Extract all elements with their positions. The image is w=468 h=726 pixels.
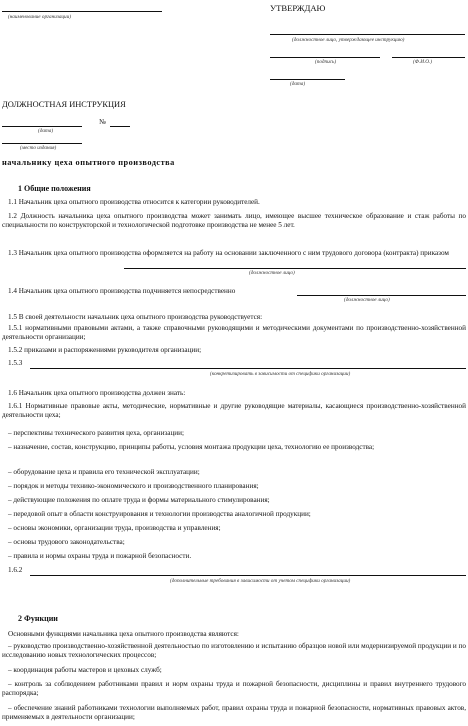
document-subject: начальнику цеха опытного производства	[2, 158, 175, 167]
document-date-caption: (дата)	[38, 128, 54, 134]
clause-1-6-2: 1.6.2	[8, 566, 23, 574]
fio-line	[392, 57, 465, 58]
knowledge-item: – перспективы технического развития цеха, организации;	[8, 429, 184, 437]
document-title: ДОЛЖНОСТНАЯ ИНСТРУКЦИЯ	[2, 100, 126, 109]
function-item: – руководство производственно-хозяйственной деятельностью по изготовлению и испытанию образцов новой или модернизируемой продукции и по исследованию новых технологических процессов;	[2, 642, 466, 659]
function-item: – контроль за соблюдением работниками правил и норм охраны труда и пожарной безопасности, дисциплины и правил внутреннего трудового распорядка;	[2, 680, 466, 697]
clause-1-6: 1.6 Начальник цеха опытного производства должен знать:	[8, 389, 186, 397]
organization-line	[2, 11, 162, 12]
clause-1-1: 1.1 Начальник цеха опытного производства относится к категории руководителей.	[8, 198, 260, 206]
document-number-line	[110, 126, 130, 127]
clause-1-5-2: 1.5.2 приказами и распоряжениями руководителя организации;	[8, 346, 202, 354]
knowledge-item: – основы трудового законодательства;	[8, 538, 125, 546]
clause-1-4-line	[297, 295, 466, 296]
functions-intro: Основными функциями начальника цеха опытного производства являются:	[8, 630, 239, 638]
clause-1-5: 1.5 В своей деятельности начальник цеха опытного производства руководствуется:	[8, 313, 263, 321]
clause-1-6-2-caption: (дополнительные требования в зависимости от учетом специфики организации)	[170, 578, 351, 584]
knowledge-item: – правила и нормы охраны труда и пожарной безопасности.	[8, 552, 192, 560]
approval-date-line	[270, 79, 345, 80]
clause-1-3-caption: (должностное лицо)	[249, 270, 295, 276]
approver-position-caption: (должностное лицо, утверждающее инструкцию)	[292, 37, 405, 43]
approval-date-caption: (дата)	[290, 81, 306, 87]
knowledge-item: – действующие положения по оплате труда и формы материального стимулирования;	[8, 496, 270, 504]
place-line	[2, 143, 82, 144]
clause-1-3: 1.3 Начальник цеха опытного производства оформляется на работу на основании заключенного с ним трудового договора (контракта) приказом	[8, 249, 449, 257]
fio-caption: (Ф.И.О.)	[413, 59, 433, 65]
organization-caption: (наименование организации)	[8, 14, 71, 20]
knowledge-item: – основы экономики, организации труда, производства и управления;	[8, 524, 221, 532]
section-2-heading: 2 Функции	[18, 614, 58, 623]
clause-1-6-2-line	[30, 575, 466, 576]
knowledge-item: – оборудование цеха и правила его технической эксплуатации;	[8, 468, 200, 476]
signature-line	[270, 57, 380, 58]
knowledge-item: – назначение, состав, конструкцию, принципы работы, условия монтажа продукции цеха, технологию ее производства;	[8, 443, 375, 451]
clause-1-3-line	[124, 268, 466, 269]
clause-1-5-3-caption: (конкретизировать в зависимости от специфики организации)	[210, 371, 351, 377]
signature-caption: (подпись)	[315, 59, 337, 65]
place-caption: (место издания)	[20, 145, 57, 151]
clause-1-4: 1.4 Начальник цеха опытного производства подчиняется непосредственно	[8, 287, 236, 295]
clause-1-6-1: 1.6.1 Нормативные правовые акты, методические, нормативные и другие руководящие материалы, касающиеся производственно-хозяйственной деятельности цеха;	[2, 402, 466, 419]
clause-1-4-caption: (должностное лицо)	[344, 297, 390, 303]
knowledge-item: – передовой опыт в области конструирования и технологии производства аналогичной продукции;	[8, 510, 311, 518]
section-1-heading: 1 Общие положения	[18, 184, 91, 193]
approve-title: УТВЕРЖДАЮ	[270, 3, 326, 13]
document-date-line	[2, 126, 82, 127]
knowledge-item: – порядок и методы технико-экономического и производственного планирования;	[8, 482, 259, 490]
clause-1-5-3: 1.5.3	[8, 359, 23, 367]
document-number-label: №	[99, 118, 106, 126]
clause-1-5-3-line	[30, 368, 466, 369]
clause-1-2: 1.2 Должность начальника цеха опытного производства может занимать лицо, имеющее высшее техническое образование и стаж работы по специальности по конструкторской и технологической подготовке производства не менее 5 лет.	[2, 212, 466, 229]
approver-position-line	[270, 34, 465, 35]
function-item: – обеспечение знаний работниками технологии выполняемых работ, правил охраны труда и пожарной безопасности, нормативных правовых актов, применяемых в деятельности организации;	[2, 704, 466, 721]
function-item: – координация работы мастеров и цеховых служб;	[8, 666, 162, 674]
clause-1-5-1: 1.5.1 нормативными правовыми актами, а также справочными руководящими и методическими документами по производственно-хозяйственной деятельности организации;	[2, 324, 466, 341]
